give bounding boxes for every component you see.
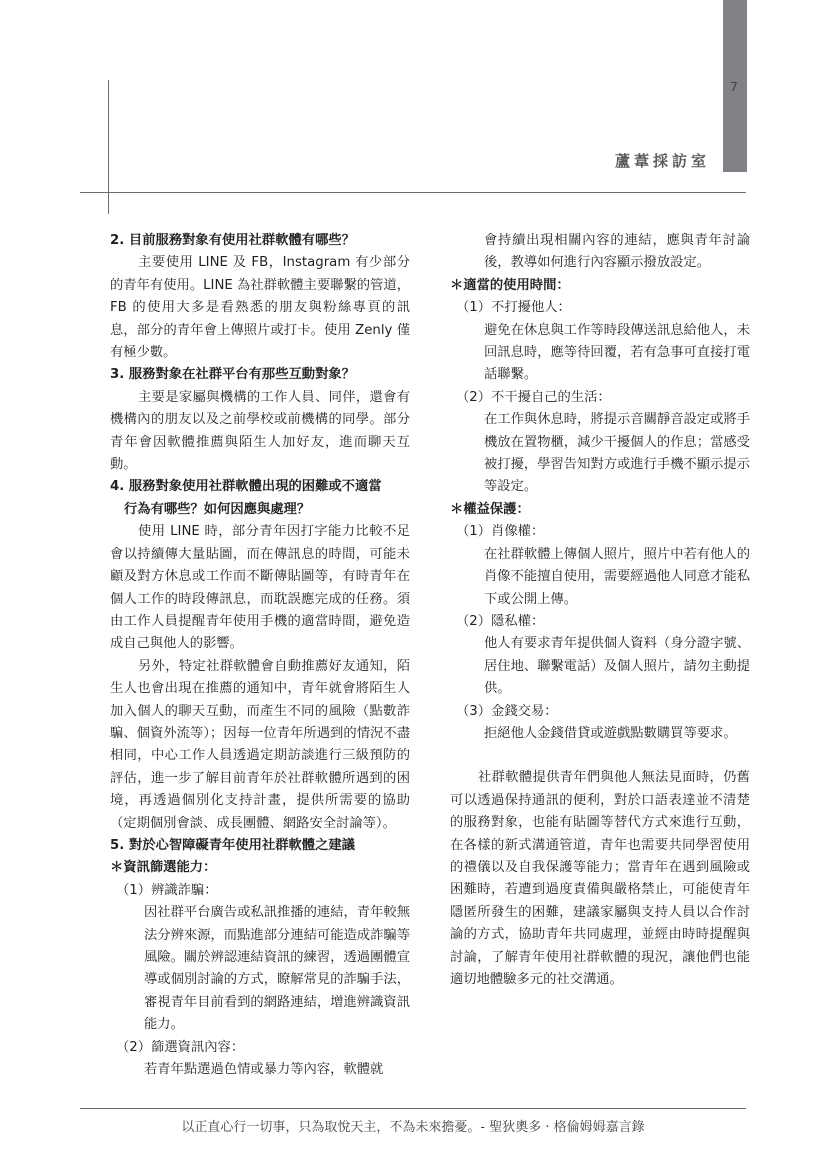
portrait-rights-body: 在社群軟體上傳個人照片，照片中若有他人的肖像不能擅自使用，需要經過他人同意才能私下或公開上傳。: [484, 546, 750, 607]
question-4-title-line2: 行為有哪些？如何因應與處理？: [124, 501, 311, 517]
privacy-rights-label: （2）隱私權：: [456, 613, 545, 629]
fraud-identification-body: 因社群平台廣告或私訊推播的連結，青年較無法分辨來源，而點進部分連結可能造成詐騙等風險。關於辨認連結資訊的練習，透過團體宣導或個別討論的方式，瞭解常見的詐騙手法，審視青年目前看到的網路連結，增進辨識資訊能力。: [144, 905, 410, 1033]
question-3-title: 3. 服務對象在社群平台有那些互動對象？: [110, 367, 355, 383]
question-5-title: 5. 對於心智障礙青年使用社群軟體之建議: [110, 837, 355, 853]
header-horizontal-rule: [80, 192, 746, 193]
portrait-rights-label: （1）肖像權：: [456, 524, 545, 540]
no-disturb-others-label: （1）不打擾他人：: [456, 300, 571, 316]
question-4-title-line1: 4. 服務對象使用社群軟體出現的困難或不適當: [110, 479, 382, 495]
content-filtering-label: （2）篩選資訊內容：: [116, 1039, 245, 1055]
question-4-paragraph-2: 另外，特定社群軟體會自動推薦好友通知，陌生人也會出現在推薦的通知中，青年就會將陌生人加入個人的聊天互動，而產生不同的風險（點數詐騙、個資外流等）；因每一位青年所遇到的情況不盡相同，中心工作人員透過定期訪談進行三級預防的評估，進一步了解目前青年於社群軟體所遇到的困境，再透過個別化支持計畫，提供所需要的協助（定期個別會談、成長團體、網路安全討論等）。: [110, 658, 410, 831]
section-title: 蘆葦採訪室: [614, 152, 710, 170]
closing-paragraph: 社群軟體提供青年們與他人無法見面時，仍舊可以透過保持通訊的便利，對於口語表達並不清楚的服務對象，也能有貼圖等替代方式來進行互動，在各樣的新式溝通管道，青年也需要共同學習使用的禮儀以及自我保護等能力；當青年在遇到風險或困難時，若遭到過度責備與嚴格禁止，可能使青年隱匿所發生的困難，建議家屬與支持人員以合作討論的方式，協助青年共同處理，並經由時時提醒與討論，了解青年使用社群軟體的現況，讓他們也能適切地體驗多元的社交溝通。: [450, 770, 750, 987]
question-2-title: 2. 目前服務對象有使用社群軟體有哪些？: [110, 233, 355, 248]
left-column: [110, 230, 410, 1081]
footer-rule: [80, 1108, 746, 1109]
fraud-identification-label: （1）辨識詐騙：: [116, 882, 218, 898]
money-transactions-label: （3）金錢交易：: [456, 703, 558, 719]
question-4-title: [110, 476, 410, 521]
info-filtering-subtitle: ＊資訊篩選能力：: [110, 860, 217, 876]
no-disturb-others-body: 避免在休息與工作等時段傳送訊息給他人，未回訊息時，應等待回覆，若有急事可直接打電話聯繫。: [484, 322, 750, 383]
footer-quote: 以正直心行一切事，只為取悅天主，不為未來擔憂。- 聖狄奧多 ‧ 格倫姆姆嘉言錄: [181, 1120, 645, 1135]
header-vertical-rule: [108, 80, 109, 214]
no-disturb-self-body: 在工作與休息時，將提示音關靜音設定或將手機放在置物櫃，減少干擾個人的作息；當感受被打擾，學習告知對方或進行手機不顯示提示等設定。: [484, 412, 750, 495]
money-transactions-body: 拒絕他人金錢借貸或遊戲點數購買等要求。: [484, 725, 737, 741]
no-disturb-self-label: （2）不干擾自己的生活：: [456, 389, 611, 405]
right-column: [450, 230, 750, 991]
rights-protection-subtitle: ＊權益保護：: [450, 501, 530, 517]
question-2-answer: 主要使用 LINE 及 FB，Instagram 有少部分的青年有使用。LINE 為社群軟體主要聯繫的管道，FB 的使用大多是看熟悉的朋友與粉絲專頁的訊息，部分的青年會上傳照片或打卡。使用 Zenly 僅有極少數。: [110, 255, 410, 361]
paragraph-gap: [450, 745, 750, 767]
content-filtering-body: 若青年點選過色情或暴力等內容，軟體就: [144, 1062, 384, 1078]
content-filtering-continued: 會持續出現相關內容的連結，應與青年討論後，教導如何進行內容顯示撥放設定。: [484, 233, 750, 271]
usage-time-subtitle: ＊適當的使用時間：: [450, 277, 570, 293]
question-3-answer: 主要是家屬與機構的工作人員、同伴，還會有機構內的朋友以及之前學校或前機構的同學。部分青年會因軟體推薦與陌生人加好友，進而聊天互動。: [110, 389, 410, 473]
question-4-paragraph-1: 使用 LINE 時，部分青年因打字能力比較不足會以持續傳大量貼圖，而在傳訊息的時間，可能未顧及對方休息或工作而不斷傳貼圖等，有時青年在個人工作的時段傳訊息，而耽誤應完成的任務。須由工作人員提醒青年使用手機的適當時間，避免造成自己與他人的影響。: [110, 524, 410, 652]
page-number: 7: [730, 80, 738, 94]
privacy-rights-body: 他人有要求青年提供個人資料（身分證字號、居住地、聯繫電話）及個人照片，請勿主動提供。: [484, 636, 750, 697]
